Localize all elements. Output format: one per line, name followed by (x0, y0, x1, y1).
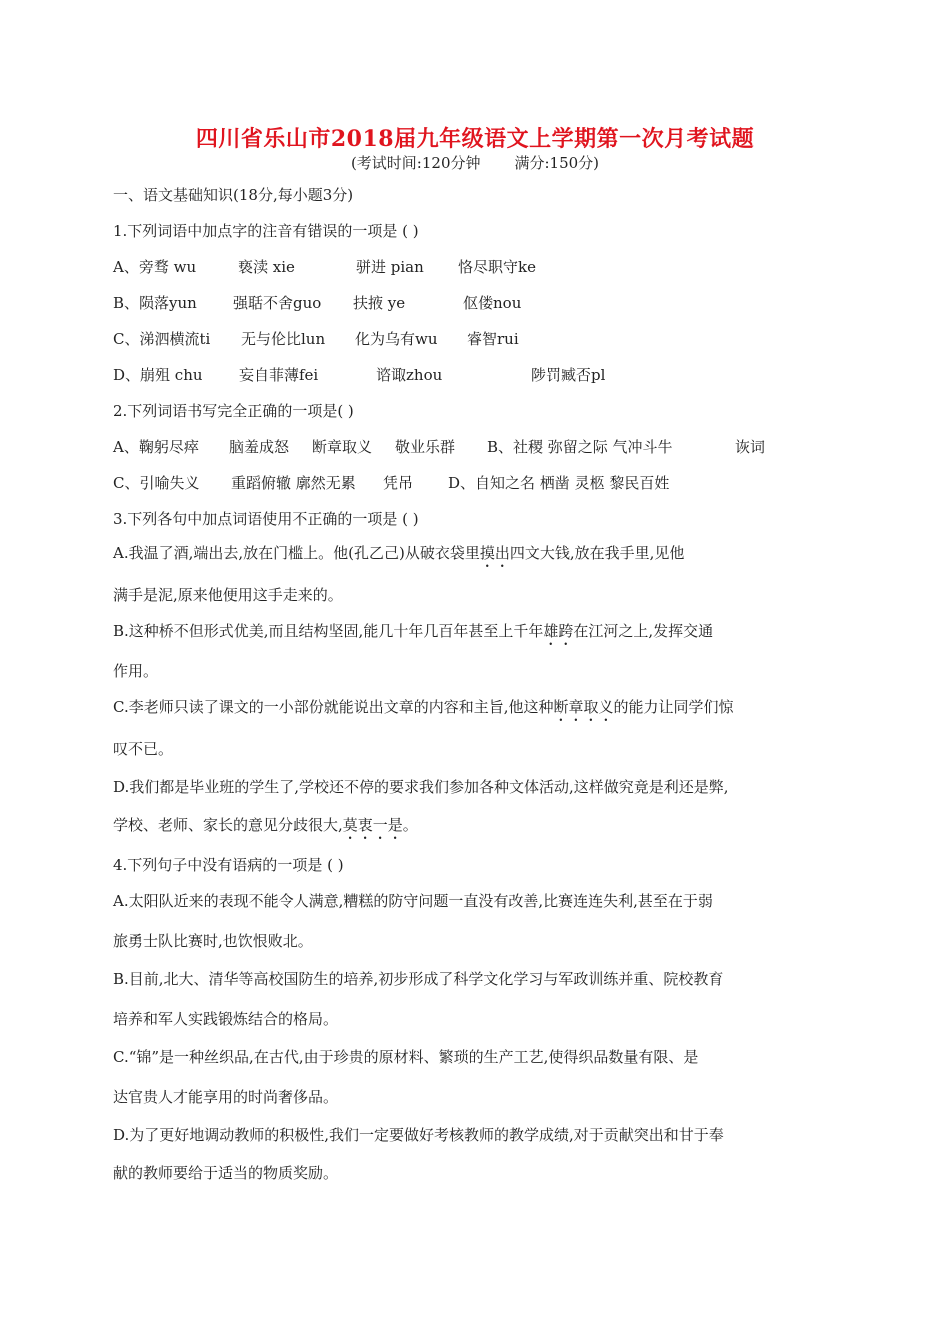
q4-option-a: A.太阳队近来的表现不能令人满意,糟糕的防守问题一直没有改善,比赛连连失利,甚至在于弱 (113, 892, 713, 910)
q3-option-b (113, 620, 713, 649)
q3-a-text: 四文大钱,放在我手里,见他 (509, 544, 685, 562)
q1-d-item: 谘诹zhou (376, 366, 443, 384)
q2-item: 断章取义 (312, 438, 373, 456)
q1-d-item: 陟罚臧否pl (531, 366, 606, 384)
q2-item: B、社稷 弥留之际 气冲斗牛 (487, 438, 673, 456)
q1-b-item: 扶掖 ye (353, 294, 406, 312)
q4-option-d: D.为了更好地调动教师的积极性,我们一定要做好考核教师的教学成绩,对于贡献突出和甘于奉 (113, 1126, 724, 1144)
q1-b-item: 强聒不舍guo (233, 294, 322, 312)
q2-stem: 2.下列词语书写完全正确的一项是( ) (113, 402, 354, 420)
q3-a-text: A.我温了酒,端出去,放在门槛上。他(孔乙己)从破衣袋里 (113, 544, 480, 562)
q2-options-ab (113, 436, 765, 458)
q4-option-c-cont: 达官贵人才能享用的时尚奢侈品。 (113, 1088, 339, 1106)
q1-a-item: 恪尽职守ke (458, 258, 536, 276)
q2-item: 诙词 (735, 438, 766, 456)
q3-d-text: 学校、老师、家长的意见分歧很大, (113, 816, 343, 834)
q2-item: 脑羞成怒 (229, 438, 290, 456)
q1-option-d (113, 364, 605, 386)
q4-option-c: C.“锦”是一种丝织品,在古代,由于珍贵的原材料、繁琐的生产工艺,使得织品数量有限、是 (113, 1048, 699, 1066)
q1-a-item: A、旁骛 wu (113, 258, 197, 276)
emphasis-word: 摸出 (479, 544, 510, 562)
q1-d-item: D、崩殂 chu (113, 366, 203, 384)
q3-c-text: 的能力让同学们惊 (613, 698, 734, 716)
q1-a-item: 骈进 pian (356, 258, 424, 276)
q3-b-text: B.这种桥不但形式优美,而且结构坚固,能几十年几百年甚至上千年 (113, 622, 544, 640)
q4-option-b-cont: 培养和军人实践锻炼结合的格局。 (113, 1010, 339, 1028)
q1-d-item: 妄自菲薄fei (239, 366, 319, 384)
q3-stem: 3.下列各句中加点词语使用不正确的一项是 ( ) (113, 510, 419, 528)
q2-options-cd (113, 472, 669, 494)
q1-c-item: C、涕泗横流ti (113, 330, 211, 348)
exam-subtitle (0, 152, 950, 173)
q3-c-text: C.李老师只读了课文的一小部份就能说出文章的内容和主旨,他这种 (113, 698, 554, 716)
q4-option-d-cont: 献的教师要给于适当的物质奖励。 (113, 1164, 339, 1182)
q2-item: D、自知之名 栖凿 灵柩 黎民百姓 (448, 474, 670, 492)
q2-item: A、鞠躬尽瘁 (113, 438, 199, 456)
q2-item: 重蹈俯辙 廓然无累 (231, 474, 356, 492)
q3-d-text: 。 (402, 816, 418, 834)
exam-title: 四川省乐山市2018届九年级语文上学期第一次月考试题 (195, 126, 755, 152)
q3-b-text: 在江河之上,发挥交通 (573, 622, 714, 640)
q1-c-item: 化为乌有wu (355, 330, 438, 348)
q3-option-a-cont: 满手是泥,原来他便用这手走来的。 (113, 586, 343, 604)
section-heading: 一、语文基础知识(18分,每小题3分) (113, 186, 354, 204)
q1-b-item: 伛偻nou (463, 294, 522, 312)
q4-option-b: B.目前,北大、清华等高校国防生的培养,初步形成了科学文化学习与军政训练并重、院校教育 (113, 970, 724, 988)
q2-item: C、引喻失义 (113, 474, 200, 492)
emphasis-word: 断章取义 (553, 698, 614, 716)
q3-option-c (113, 696, 734, 725)
q3-option-d: D.我们都是毕业班的学生了,学校还不停的要求我们参加各种文体活动,这样做究竟是利还是弊, (113, 778, 729, 796)
q1-c-item: 无与伦比lun (241, 330, 326, 348)
q3-option-c-cont: 叹不已。 (113, 740, 174, 758)
q4-stem: 4.下列句子中没有语病的一项是 ( ) (113, 856, 344, 874)
q2-item: 敬业乐群 (395, 438, 456, 456)
q1-a-item: 亵渎 xie (238, 258, 295, 276)
q1-c-item: 睿智rui (467, 330, 519, 348)
emphasis-word: 莫衷一是 (342, 816, 403, 834)
q1-stem: 1.下列词语中加点字的注音有错误的一项是 ( ) (113, 222, 419, 240)
q2-item: 凭吊 (383, 474, 414, 492)
exam-time: (考试时间:120分钟 (350, 154, 481, 172)
emphasis-word: 雄跨 (543, 622, 574, 640)
q3-option-a (113, 542, 684, 571)
q3-option-d-cont (113, 814, 418, 843)
q1-option-b (113, 292, 521, 314)
exam-score: 满分:150分) (514, 154, 600, 172)
q1-b-item: B、陨落yun (113, 294, 197, 312)
q3-option-b-cont: 作用。 (113, 662, 159, 680)
q1-option-a (113, 256, 536, 278)
q1-option-c (113, 328, 519, 350)
q4-option-a-cont: 旅勇士队比赛时,也饮恨败北。 (113, 932, 313, 950)
